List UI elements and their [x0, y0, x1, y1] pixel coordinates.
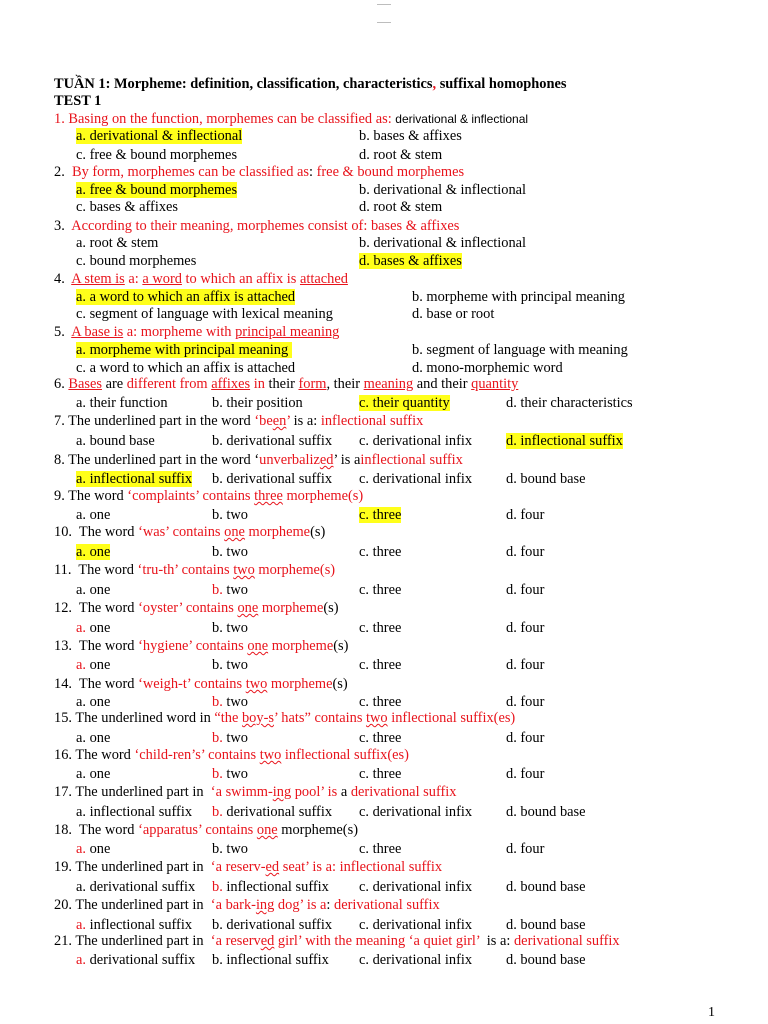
q18-option-a: a. one — [76, 841, 111, 857]
q8-option-d: d. bound base — [506, 471, 586, 487]
q13-option-a: a. one — [76, 657, 111, 673]
q13-option-c: c. three — [359, 657, 402, 673]
q16-option-c: c. three — [359, 766, 402, 782]
q19-option-c: c. derivational infix — [359, 879, 473, 895]
q20-option-b: b. derivational suffix — [212, 917, 333, 933]
q9-option-c: c. three — [359, 507, 402, 523]
question-7: 7. The underlined part in the word ‘been’ is a: inflectional suffix — [54, 413, 424, 429]
question-16: 16. The word ‘child-ren’s’ contains two inflectional suffix(es) — [54, 747, 409, 763]
question-19: 19. The underlined part in ‘a reserv-ed seat’ is a: inflectional suffix — [54, 859, 443, 875]
q12-option-a: a. one — [76, 620, 111, 636]
question-2: 2. By form, morphemes can be classified as: free & bound morphemes — [54, 164, 465, 180]
q8-option-b: b. derivational suffix — [212, 471, 333, 487]
q13-option-d: d. four — [506, 657, 545, 673]
q14-option-d: d. four — [506, 694, 545, 710]
question-3: 3. According to their meaning, morphemes consist of: bases & affixes — [54, 218, 460, 234]
question-13: 13. The word ‘hygiene’ contains one morpheme(s) — [54, 638, 349, 654]
q14-option-b: b. two — [212, 694, 248, 710]
q1-option-c: c. free & bound morphemes — [76, 147, 238, 163]
q11-option-d: d. four — [506, 582, 545, 598]
q6-option-b: b. their position — [212, 395, 303, 411]
q14-option-c: c. three — [359, 694, 402, 710]
q4-option-d: d. base or root — [412, 306, 495, 322]
q6-option-d: d. their characteristics — [506, 395, 633, 411]
q10-option-b: b. two — [212, 544, 248, 560]
q6-option-c: c. their quantity — [359, 395, 450, 411]
q20-option-d: d. bound base — [506, 917, 586, 933]
q16-option-a: a. one — [76, 766, 111, 782]
q15-option-a: a. one — [76, 730, 111, 746]
q4-option-a: a. a word to which an affix is attached — [76, 289, 296, 305]
q17-option-a: a. inflectional suffix — [76, 804, 193, 820]
q5-option-c: c. a word to which an affix is attached — [76, 360, 296, 376]
q17-option-d: d. bound base — [506, 804, 586, 820]
header-mark — [377, 22, 391, 23]
header-mark — [377, 4, 391, 5]
q1-option-b: b. bases & affixes — [359, 128, 462, 144]
q3-option-d: d. bases & affixes — [359, 253, 462, 269]
q20-option-c: c. derivational infix — [359, 917, 473, 933]
q18-option-b: b. two — [212, 841, 248, 857]
q16-option-b: b. two — [212, 766, 248, 782]
q5-option-d: d. mono-morphemic word — [412, 360, 563, 376]
q11-option-b: b. two — [212, 582, 248, 598]
question-9: 9. The word ‘complaints’ contains three morpheme(s) — [54, 488, 364, 504]
question-11: 11. The word ‘tru-th’ contains two morpheme(s) — [54, 562, 336, 578]
q4-option-c: c. segment of language with lexical meaning — [76, 306, 333, 322]
q18-option-d: d. four — [506, 841, 545, 857]
q7-option-c: c. derivational infix — [359, 433, 473, 449]
page-number: 1 — [708, 1005, 715, 1020]
q12-option-d: d. four — [506, 620, 545, 636]
q15-option-b: b. two — [212, 730, 248, 746]
q2-option-d: d. root & stem — [359, 199, 443, 215]
q11-option-c: c. three — [359, 582, 402, 598]
q10-option-d: d. four — [506, 544, 545, 560]
q12-option-c: c. three — [359, 620, 402, 636]
q15-option-c: c. three — [359, 730, 402, 746]
q5-option-b: b. segment of language with meaning — [412, 342, 628, 358]
question-21: 21. The underlined part in ‘a reserved girl’ with the meaning ‘a quiet girl’ is a: derivational suffix — [54, 933, 620, 949]
q3-option-a: a. root & stem — [76, 235, 159, 251]
test-label: TEST 1 — [54, 93, 102, 109]
q19-option-b: b. inflectional suffix — [212, 879, 329, 895]
q2-option-b: b. derivational & inflectional — [359, 182, 527, 198]
q3-option-b: b. derivational & inflectional — [359, 235, 527, 251]
q15-option-d: d. four — [506, 730, 545, 746]
q9-option-a: a. one — [76, 507, 111, 523]
q11-option-a: a. one — [76, 582, 111, 598]
page-title: TUẦN 1: Morpheme: definition, classification, characteristics, suffixal homophones — [54, 76, 567, 92]
q16-option-d: d. four — [506, 766, 545, 782]
q12-option-b: b. two — [212, 620, 248, 636]
q3-option-c: c. bound morphemes — [76, 253, 197, 269]
q6-option-a: a. their function — [76, 395, 168, 411]
q4-option-b: b. morpheme with principal meaning — [412, 289, 626, 305]
q20-option-a: a. inflectional suffix — [76, 917, 193, 933]
q1-option-a: a. derivational & inflectional — [76, 128, 243, 144]
q21-option-b: b. inflectional suffix — [212, 952, 329, 968]
q7-option-d: d. inflectional suffix — [506, 433, 623, 449]
q8-option-a: a. inflectional suffix — [76, 471, 193, 487]
question-1: 1. Basing on the function, morphemes can be classified as: derivational & inflectional — [54, 111, 529, 127]
q21-option-d: d. bound base — [506, 952, 586, 968]
q8-option-c: c. derivational infix — [359, 471, 473, 487]
question-14: 14. The word ‘weigh-t’ contains two morpheme(s) — [54, 676, 348, 692]
question-17: 17. The underlined part in ‘a swimm-ing pool’ is a derivational suffix — [54, 784, 457, 800]
q5-option-a: a. morpheme with principal meaning — [76, 342, 292, 358]
question-4: 4. A stem is a: a word to which an affix is attached — [54, 271, 348, 287]
q21-option-c: c. derivational infix — [359, 952, 473, 968]
q17-option-b: b. derivational suffix — [212, 804, 333, 820]
q7-option-a: a. bound base — [76, 433, 155, 449]
q10-option-c: c. three — [359, 544, 402, 560]
question-6: 6. Bases are different from affixes in their form, their meaning and their quantity — [54, 376, 519, 392]
question-18: 18. The word ‘apparatus’ contains one morpheme(s) — [54, 822, 358, 838]
q18-option-c: c. three — [359, 841, 402, 857]
q21-option-a: a. derivational suffix — [76, 952, 196, 968]
q19-option-d: d. bound base — [506, 879, 586, 895]
q2-option-a: a. free & bound morphemes — [76, 182, 238, 198]
question-20: 20. The underlined part in ‘a bark-ing dog’ is a: derivational suffix — [54, 897, 440, 913]
q13-option-b: b. two — [212, 657, 248, 673]
q17-option-c: c. derivational infix — [359, 804, 473, 820]
question-10: 10. The word ‘was’ contains one morpheme(s) — [54, 524, 326, 540]
q9-option-d: d. four — [506, 507, 545, 523]
question-8: 8. The underlined part in the word ‘unverbalized’ is ainflectional suffix — [54, 452, 463, 468]
q19-option-a: a. derivational suffix — [76, 879, 196, 895]
question-5: 5. A base is a: morpheme with principal meaning — [54, 324, 340, 340]
q1-option-d: d. root & stem — [359, 147, 443, 163]
q9-option-b: b. two — [212, 507, 248, 523]
q10-option-a: a. one — [76, 544, 111, 560]
q14-option-a: a. one — [76, 694, 111, 710]
q2-option-c: c. bases & affixes — [76, 199, 179, 215]
q7-option-b: b. derivational suffix — [212, 433, 333, 449]
question-15: 15. The underlined word in “the boy-s’ hats” contains two inflectional suffix(es) — [54, 710, 516, 726]
question-12: 12. The word ‘oyster’ contains one morpheme(s) — [54, 600, 339, 616]
